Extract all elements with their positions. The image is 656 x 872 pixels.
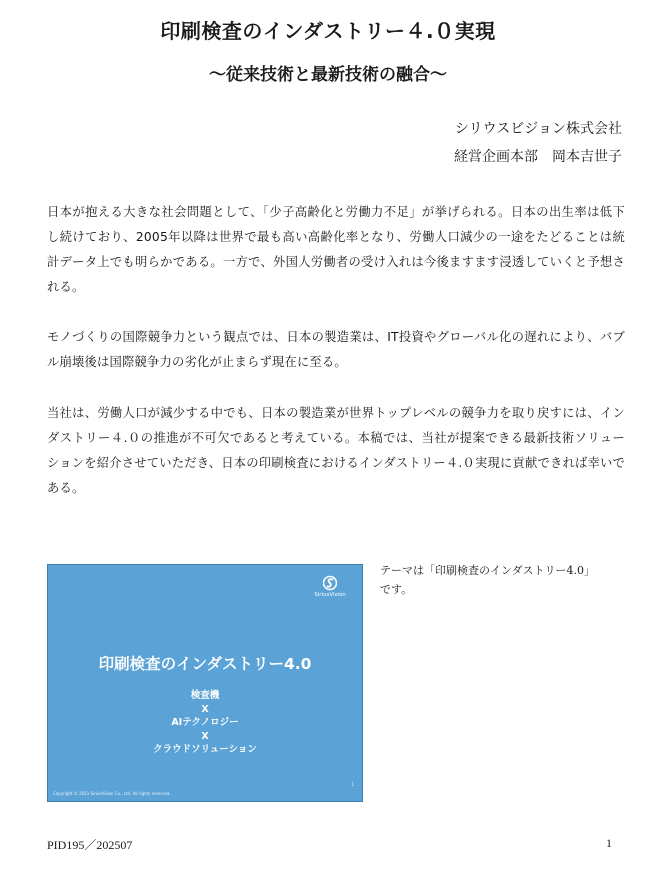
slide-copyright: Copyright © 2021 SiriusVision Co., Ltd. All rights reserved. <box>53 791 171 796</box>
slide-line-inspection-machine: 検査機 <box>190 690 220 701</box>
slide-line-cloud-solution: クラウドソリューション <box>153 744 257 755</box>
slide-line-ai-technology: AIテクノロジー <box>171 717 239 728</box>
document-title: 印刷検査のインダストリー４.０実現 <box>160 19 496 43</box>
siriusvision-logo-icon <box>323 575 337 591</box>
footer-page-number: 1 <box>606 836 612 850</box>
caption-line-1: テーマは「印刷検査のインダストリー4.0」 <box>380 564 596 577</box>
paragraph-3: 当社は、労働人口が減少する中でも、日本の製造業が世界トップレベルの競争力を取り戻すには、インダストリー４.０の推進が不可欠であると考えている。本稿では、当社が提案できる最新技術ソリューションを紹介させていただき、日本の印刷検査におけるインダストリー４.０実現に貢献できれば幸いである。 <box>47 406 625 495</box>
slide-lines <box>48 689 362 757</box>
footer-paper-id: PID195／202507 <box>47 838 133 852</box>
paragraph-2: モノづくりの国際競争力という観点では、日本の製造業は、IT投資やグローバル化の遅れにより、バブル崩壊後は国際競争力の劣化が止まらず現在に至る。 <box>47 330 625 369</box>
slide-line-cross-2: X <box>201 730 209 742</box>
figure-caption <box>380 561 630 599</box>
author-department-name: 経営企画本部 岡本吉世子 <box>454 149 622 165</box>
caption-line-2: です。 <box>380 583 413 596</box>
document-subtitle: 〜従来技術と最新技術の融合〜 <box>209 65 447 85</box>
slide-page-number: 1 <box>351 782 354 787</box>
slide-title: 印刷検査のインダストリー4.0 <box>98 655 312 673</box>
paragraph-1: 日本が抱える大きな社会問題として、「少子高齢化と労働力不足」が挙げられる。日本の出生率は低下し続けており、2005年以降は世界で最も高い高齢化率となり、労働人口減少の一途をたどることは統計データ上でも明らかである。一方で、外国人労働者の受け入れは今後ますます浸透していくと予想される。 <box>47 205 625 294</box>
slide-logo <box>310 575 350 598</box>
theme-slide-figure <box>47 564 363 802</box>
slide-line-cross-1: X <box>201 703 209 715</box>
slide-logo-text: SiriusVision <box>314 592 346 598</box>
author-company: シリウスビジョン株式会社 <box>454 121 622 137</box>
